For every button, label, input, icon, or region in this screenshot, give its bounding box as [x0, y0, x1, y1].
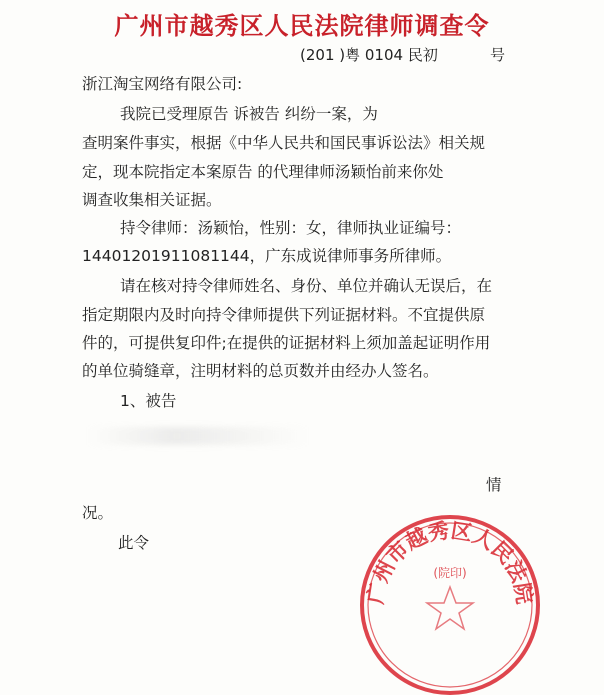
situation-tail: 况。 — [82, 504, 114, 522]
seal-outer-ring — [362, 517, 538, 693]
para3-line: 请在核对持令律师姓名、身份、单位并确认无误后，在 — [120, 277, 493, 295]
evidence-item-1: 1、被告 — [120, 392, 177, 410]
para1-line: 我院已受理原告 诉被告 纠纷一案，为 — [120, 105, 378, 123]
document-number-suffix: 号 — [490, 46, 506, 64]
para1-line: 调查收集相关证据。 — [82, 191, 222, 209]
para3-line: 指定期限内及时向持令律师提供下列证据材料。不宜提供原 — [82, 306, 486, 324]
court-seal — [355, 505, 545, 695]
seal-inner-text: (院印) — [433, 566, 467, 580]
redaction-smudge — [88, 427, 308, 445]
document-title: 广州市越秀区人民法院律师调查令 — [114, 11, 490, 40]
seal-emblem-icon — [427, 587, 473, 629]
para2-line: 持令律师：汤颖怡，性别：女，律师执业证编号： — [120, 219, 462, 237]
para2-line: 14401201911081144，广东成说律师事务所律师。 — [82, 247, 452, 265]
para3-line: 的单位骑缝章，注明材料的总页数并由经办人签名。 — [82, 362, 439, 380]
closing-text: 此令 — [118, 534, 150, 552]
recipient: 浙江淘宝网络有限公司: — [82, 75, 243, 93]
document-number — [300, 44, 506, 65]
para3-line: 件的，可提供复印件;在提供的证据材料上须加盖起证明作用 — [82, 334, 491, 352]
para1-line: 查明案件事实，根据《中华人民共和国民事诉讼法》相关规 — [82, 134, 486, 152]
document-number-text: (201 )粤 0104 民初 — [300, 46, 438, 64]
situation-tail: 情 — [486, 476, 502, 494]
seal-arc-text: 广州市越秀区人民法院 — [363, 518, 537, 606]
para1-line: 定，现本院指定本案原告 的代理律师汤颖怡前来你处 — [82, 163, 444, 181]
